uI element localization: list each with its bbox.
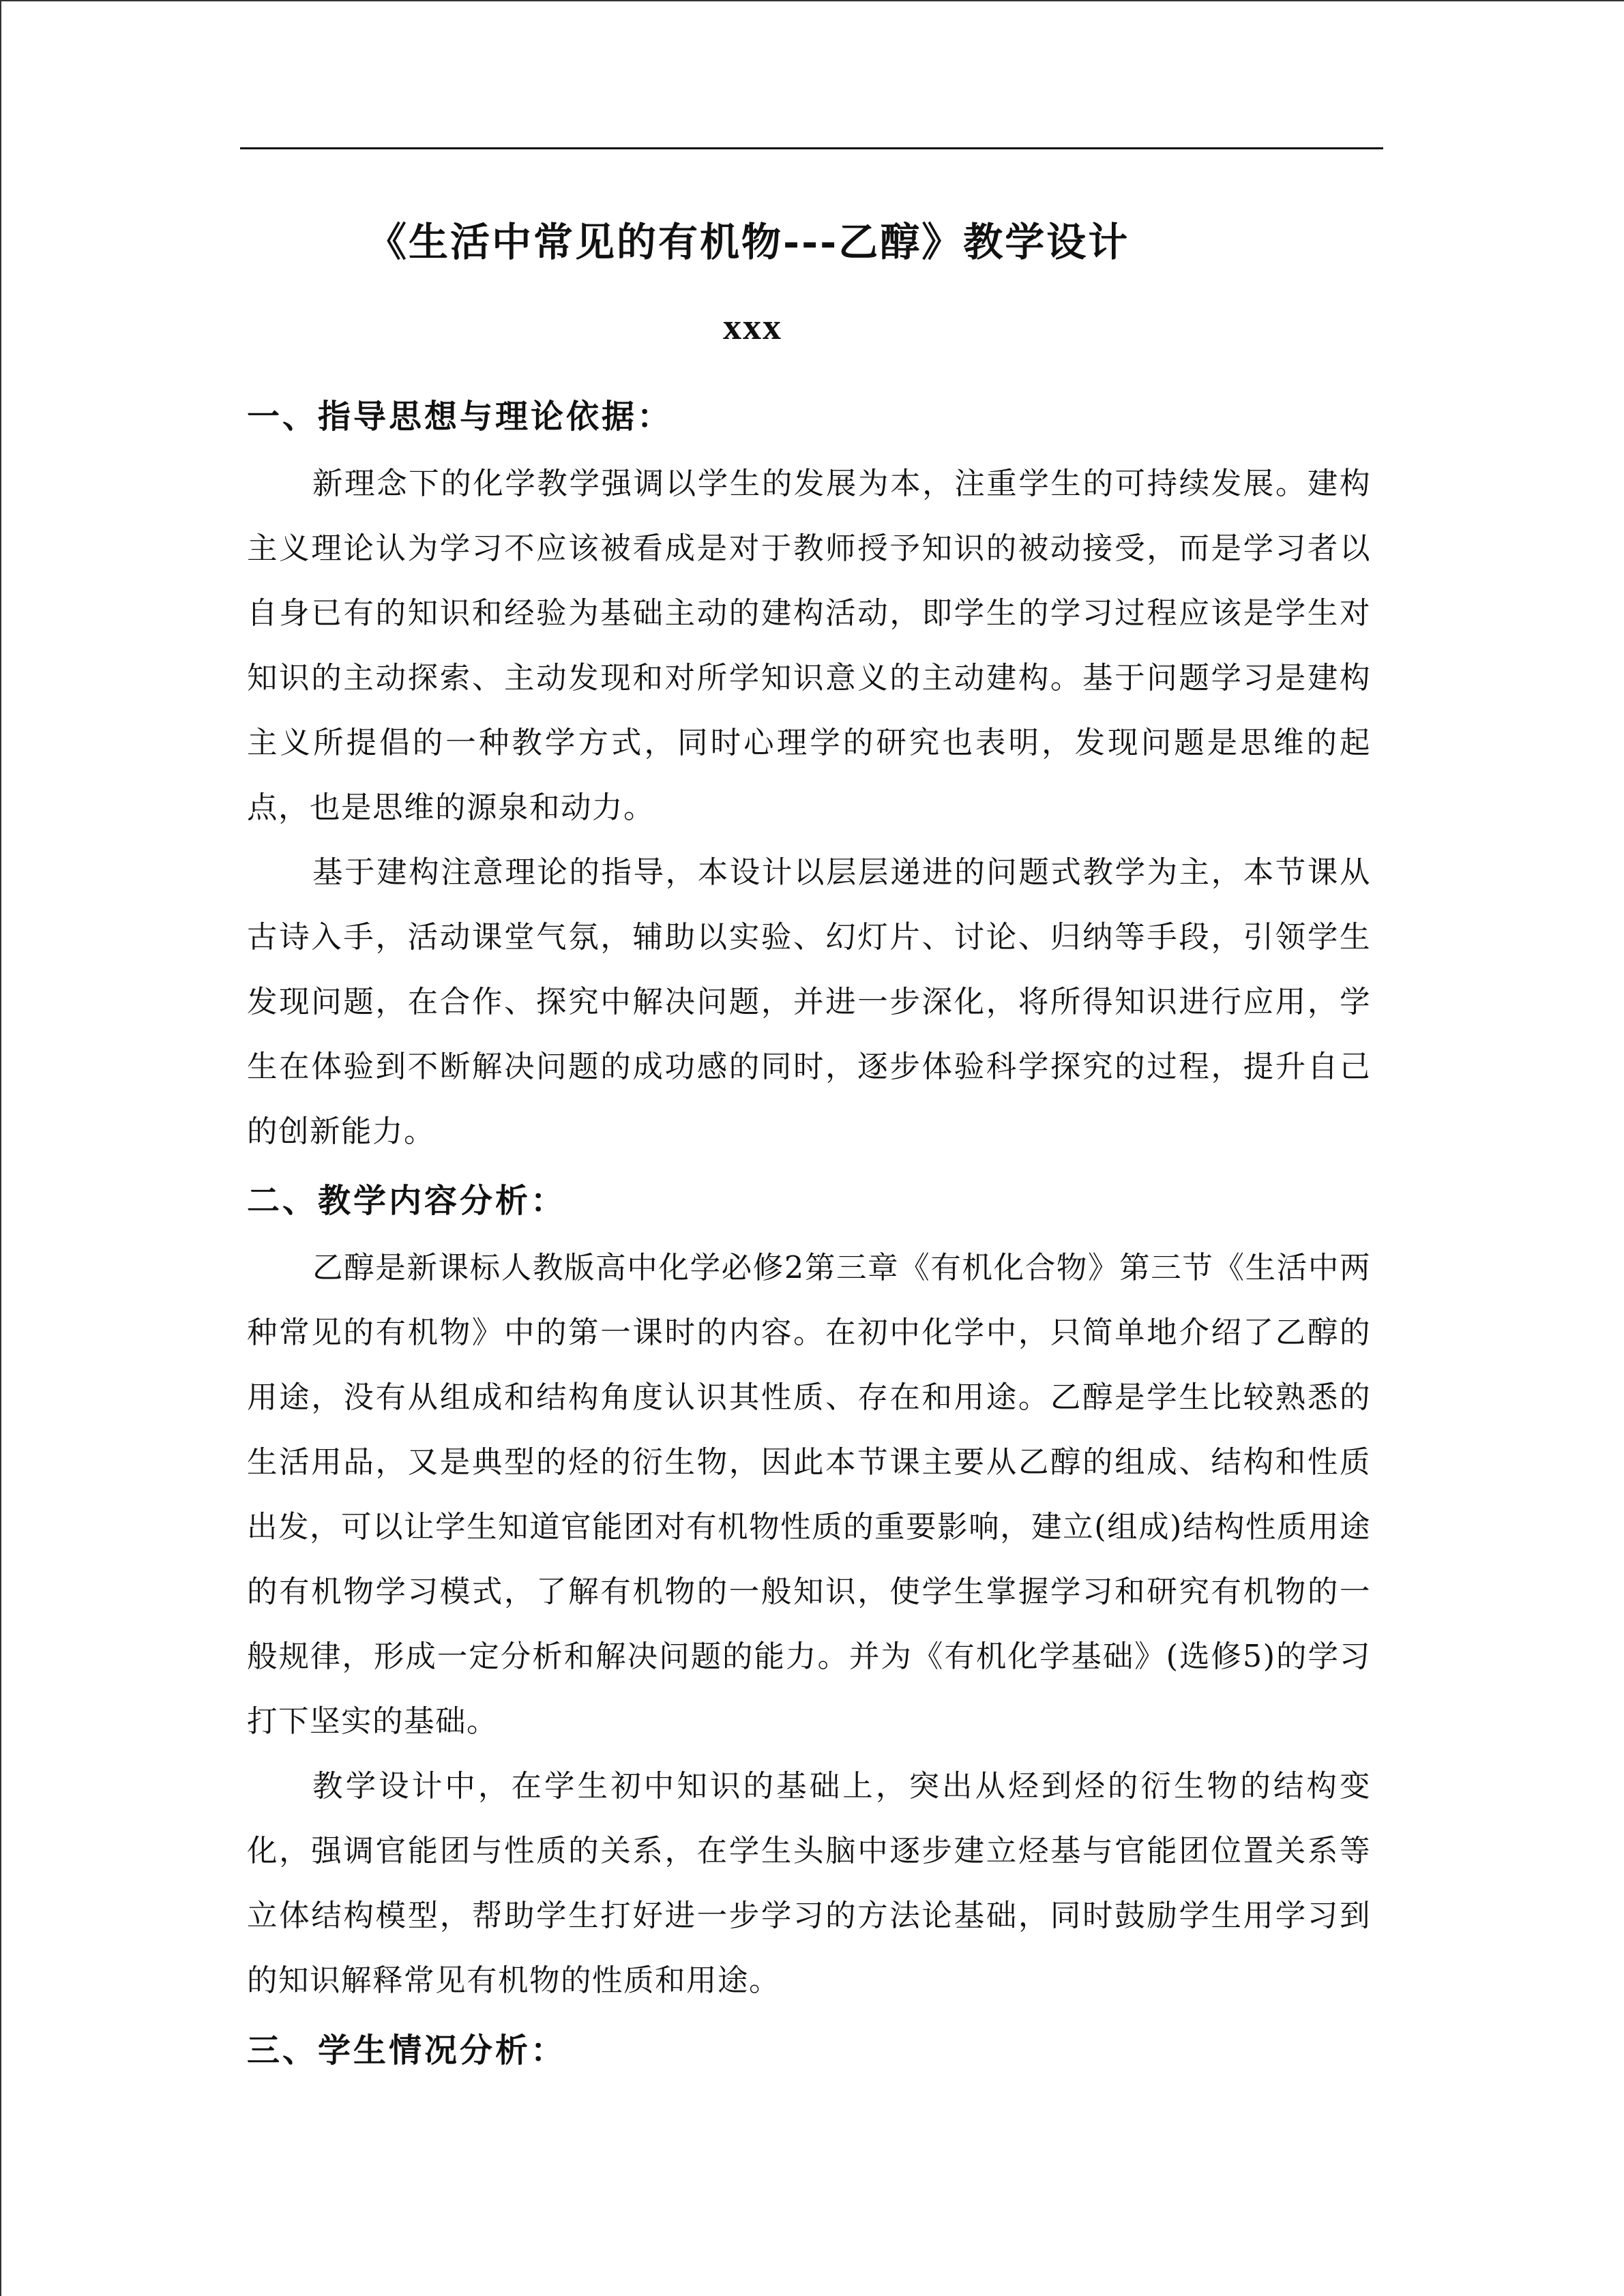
paragraph: 乙醇是新课标人教版高中化学必修2第三章《有机化合物》第三节《生活中两种常见的有机物》中的第一课时的内容。在初中化学中，只简单地介绍了乙醇的用途，没有从组成和结构角度认识其性质、存在和用途。乙醇是学生比较熟悉的生活用品，又是典型的烃的衍生物，因此本节课主要从乙醇的组成、结构和性质出发，可以让学生知道官能团对有机物性质的重要影响，建立(组成)结构性质用途的有机物学习模式，了解有机物的一般知识，使学生掌握学习和研究有机物的一般规律，形成一定分析和解决问题的能力。并为《有机化学基础》(选修5)的学习打下坚实的基础。 [247,1251,1371,1739]
section-heading: 二、教学内容分析： [247,1182,567,1220]
document-author: xxx [723,306,782,347]
section-heading: 三、学生情况分析： [247,2031,567,2070]
document-title: 《生活中常见的有机物---乙醇》教学设计 [367,219,1130,265]
section-heading: 一、指导思想与理论依据： [247,398,673,436]
header-rule [240,147,1383,149]
paragraph: 教学设计中，在学生初中知识的基础上，突出从烃到烃的衍生物的结构变化，强调官能团与性质的关系，在学生头脑中逐步建立烃基与官能团位置关系等立体结构模型，帮助学生打好进一步学习的方法论基础，同时鼓励学生用学习到的知识解释常见有机物的性质和用途。 [247,1769,1371,1998]
paragraph: 基于建构注意理论的指导，本设计以层层递进的问题式教学为主，本节课从古诗入手，活动课堂气氛，辅助以实验、幻灯片、讨论、归纳等手段，引领学生发现问题，在合作、探究中解决问题，并进一步深化，将所得知识进行应用，学生在体验到不断解决问题的成功感的同时，逐步体验科学探究的过程，提升自己的创新能力。 [247,855,1371,1149]
paragraph: 新理念下的化学教学强调以学生的发展为本，注重学生的可持续发展。建构主义理论认为学习不应该被看成是对于教师授予知识的被动接受，而是学习者以自身已有的知识和经验为基础主动的建构活动，即学生的学习过程应该是学生对知识的主动探索、主动发现和对所学知识意义的主动建构。基于问题学习是建构主义所提倡的一种教学方式，同时心理学的研究也表明，发现问题是思维的起点，也是思维的源泉和动力。 [247,466,1371,825]
